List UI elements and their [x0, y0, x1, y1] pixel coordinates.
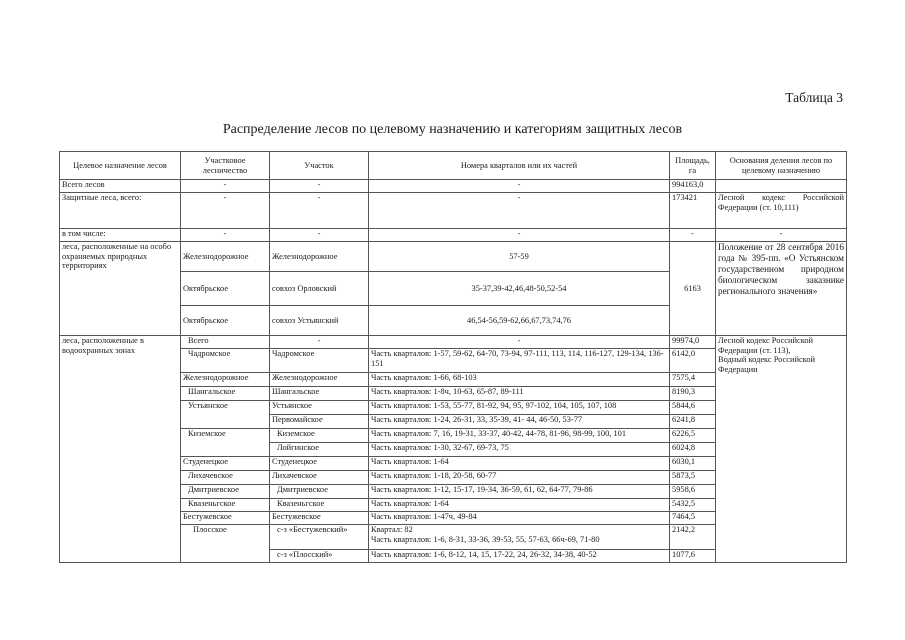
table-row — [60, 336, 847, 349]
cell-district: Устьянское — [181, 401, 270, 429]
table-row — [60, 242, 847, 272]
cell-site: Чадромское — [270, 349, 369, 373]
cell-district: Студенецкое — [181, 457, 270, 471]
cell-district: - — [181, 193, 270, 229]
table-caption: Таблица 3 — [785, 90, 843, 105]
cell-purpose: Защитные леса, всего: — [60, 193, 181, 229]
quarters-line: Квартал: 82 — [371, 525, 413, 534]
table-row — [60, 180, 847, 193]
cell-site: - — [270, 180, 369, 193]
cell-site: с-з «Плосский» — [270, 550, 369, 563]
cell-area: 5844,6 — [670, 401, 716, 415]
cell-area: 5958,6 — [670, 485, 716, 499]
cell-site: Киземское — [270, 429, 369, 443]
cell-quarters: Часть кварталов: 1-24, 26-31, 33, 35-39, 41- 44, 46-50, 53-77 — [369, 415, 670, 429]
cell-site: Устьянское — [270, 401, 369, 415]
cell-site: - — [270, 229, 369, 242]
cell-district: Чадромское — [181, 349, 270, 373]
col-header-quarters: Номера кварталов или их частей — [369, 152, 670, 180]
table-row — [60, 193, 847, 229]
cell-district: Всего — [181, 336, 270, 349]
cell-site: Дмитриевское — [270, 485, 369, 499]
cell-district: Железнодорожное — [181, 242, 270, 272]
forest-distribution-table — [59, 151, 847, 563]
cell-quarters: Часть кварталов: 1-64 — [369, 499, 670, 512]
cell-site: Лойгинское — [270, 443, 369, 457]
cell-district: - — [181, 180, 270, 193]
cell-district: - — [181, 229, 270, 242]
col-header-purpose: Целевое назначение лесов — [60, 152, 181, 180]
cell-purpose: леса, расположенные на особо охраняемых природных территориях — [60, 242, 181, 336]
cell-site: - — [270, 193, 369, 229]
cell-site: совхоз Устьянский — [270, 306, 369, 336]
cell-area: 5873,5 — [670, 471, 716, 485]
cell-quarters: 35-37,39-42,46,48-50,52-54 — [369, 272, 670, 306]
cell-quarters: Часть кварталов: 1-57, 59-62, 64-70, 73-94, 97-111, 113, 114, 116-127, 129-134, 136-151 — [369, 349, 670, 373]
cell-quarters: - — [369, 193, 670, 229]
cell-site: Бестужевское — [270, 512, 369, 525]
cell-basis — [716, 336, 847, 563]
cell-area: 6226,5 — [670, 429, 716, 443]
cell-quarters: Часть кварталов: 1-18, 20-58, 60-77 — [369, 471, 670, 485]
cell-district: Киземское — [181, 429, 270, 457]
cell-quarters: Часть кварталов: 1-6, 8-12, 14, 15, 17-22, 24, 26-32, 34-38, 40-52 — [369, 550, 670, 563]
cell-area: 6030,1 — [670, 457, 716, 471]
cell-quarters — [369, 525, 670, 550]
cell-quarters: 46,54-56,59-62,66,67,73,74,76 — [369, 306, 670, 336]
cell-quarters: Часть кварталов: 1-53, 55-77, 81-92, 94, 95, 97-102, 104, 105, 107, 108 — [369, 401, 670, 415]
cell-quarters: Часть кварталов: 1-47ч, 49-84 — [369, 512, 670, 525]
cell-quarters: - — [369, 180, 670, 193]
quarters-line: Часть кварталов: 1-6, 8-31, 33-36, 39-53, 55, 57-63, 66ч-69, 71-80 — [371, 534, 600, 544]
cell-site: с-з «Бестужевский» — [270, 525, 369, 550]
col-header-district: Участковое лесничество — [181, 152, 270, 180]
cell-site: Железнодорожное — [270, 242, 369, 272]
cell-area: 7464,5 — [670, 512, 716, 525]
col-header-site: Участок — [270, 152, 369, 180]
col-header-basis: Основания деления лесов по целевому назначению — [716, 152, 847, 180]
cell-area: 7575,4 — [670, 373, 716, 387]
cell-quarters: Часть кварталов: 1-64 — [369, 457, 670, 471]
cell-basis: - — [716, 229, 847, 242]
cell-area: 994163,0 — [670, 180, 716, 193]
cell-quarters: Часть кварталов: 1-8ч, 10-63, 65-87, 89-111 — [369, 387, 670, 401]
basis-water-code: Водный кодекс Российской Федерации — [718, 355, 815, 374]
cell-area: 6142,0 — [670, 349, 716, 373]
table-title: Распределение лесов по целевому назначению и категориям защитных лесов — [222, 122, 683, 137]
cell-district: Железнодорожное — [181, 373, 270, 387]
cell-quarters: Часть кварталов: 1-66, 68-103 — [369, 373, 670, 387]
cell-quarters: Часть кварталов: 7, 16, 19-31, 33-37, 40-42, 44-78, 81-96, 98-99, 100, 101 — [369, 429, 670, 443]
cell-area: 5432,5 — [670, 499, 716, 512]
cell-basis — [716, 180, 847, 193]
cell-district: Бестужевское — [181, 512, 270, 525]
cell-site: - — [270, 336, 369, 349]
cell-district: Октябрьское — [181, 272, 270, 306]
cell-basis: Лесной кодекс Российской Федерации (ст. 10,111) — [716, 193, 847, 229]
cell-district: Лихачевское — [181, 471, 270, 485]
cell-area: 2142,2 — [670, 525, 716, 550]
cell-quarters: - — [369, 336, 670, 349]
cell-site: Студенецкое — [270, 457, 369, 471]
cell-area: - — [670, 229, 716, 242]
cell-area: 99974,0 — [670, 336, 716, 349]
cell-basis: Положение от 28 сентября 2016 года № 395-пп. «О Устьянском государственном природном биологическом заказнике регионального значения» — [716, 242, 847, 336]
cell-quarters: 57-59 — [369, 242, 670, 272]
cell-site: Первомайское — [270, 415, 369, 429]
cell-quarters: - — [369, 229, 670, 242]
cell-quarters: Часть кварталов: 1-12, 15-17, 19-34, 36-59, 61, 62, 64-77, 79-86 — [369, 485, 670, 499]
cell-area: 6024,8 — [670, 443, 716, 457]
cell-site: Квазеньгское — [270, 499, 369, 512]
cell-district: Шангальское — [181, 387, 270, 401]
cell-district: Дмитриевское — [181, 485, 270, 499]
cell-purpose: леса, расположенные в водоохранных зонах — [60, 336, 181, 563]
cell-purpose: в том числе: — [60, 229, 181, 242]
cell-district: Плосское — [181, 525, 270, 563]
cell-quarters: Часть кварталов: 1-30, 32-67, 69-73, 75 — [369, 443, 670, 457]
table-row — [60, 229, 847, 242]
cell-district: Октябрьское — [181, 306, 270, 336]
cell-area: 8190,3 — [670, 387, 716, 401]
cell-purpose: Всего лесов — [60, 180, 181, 193]
cell-site: Шангальское — [270, 387, 369, 401]
cell-area: 6241,8 — [670, 415, 716, 429]
table-header-row — [60, 152, 847, 180]
cell-area: 6163 — [670, 242, 716, 336]
cell-district: Квазеньгское — [181, 499, 270, 512]
col-header-area: Площадь, га — [670, 152, 716, 180]
cell-area: 1077,6 — [670, 550, 716, 563]
cell-site: Железнодорожное — [270, 373, 369, 387]
basis-forest-code: Лесной кодекс Российской Федерации (ст. 113), — [718, 336, 814, 355]
cell-site: совхоз Орловский — [270, 272, 369, 306]
cell-site: Лихачевское — [270, 471, 369, 485]
cell-area: 173421 — [670, 193, 716, 229]
